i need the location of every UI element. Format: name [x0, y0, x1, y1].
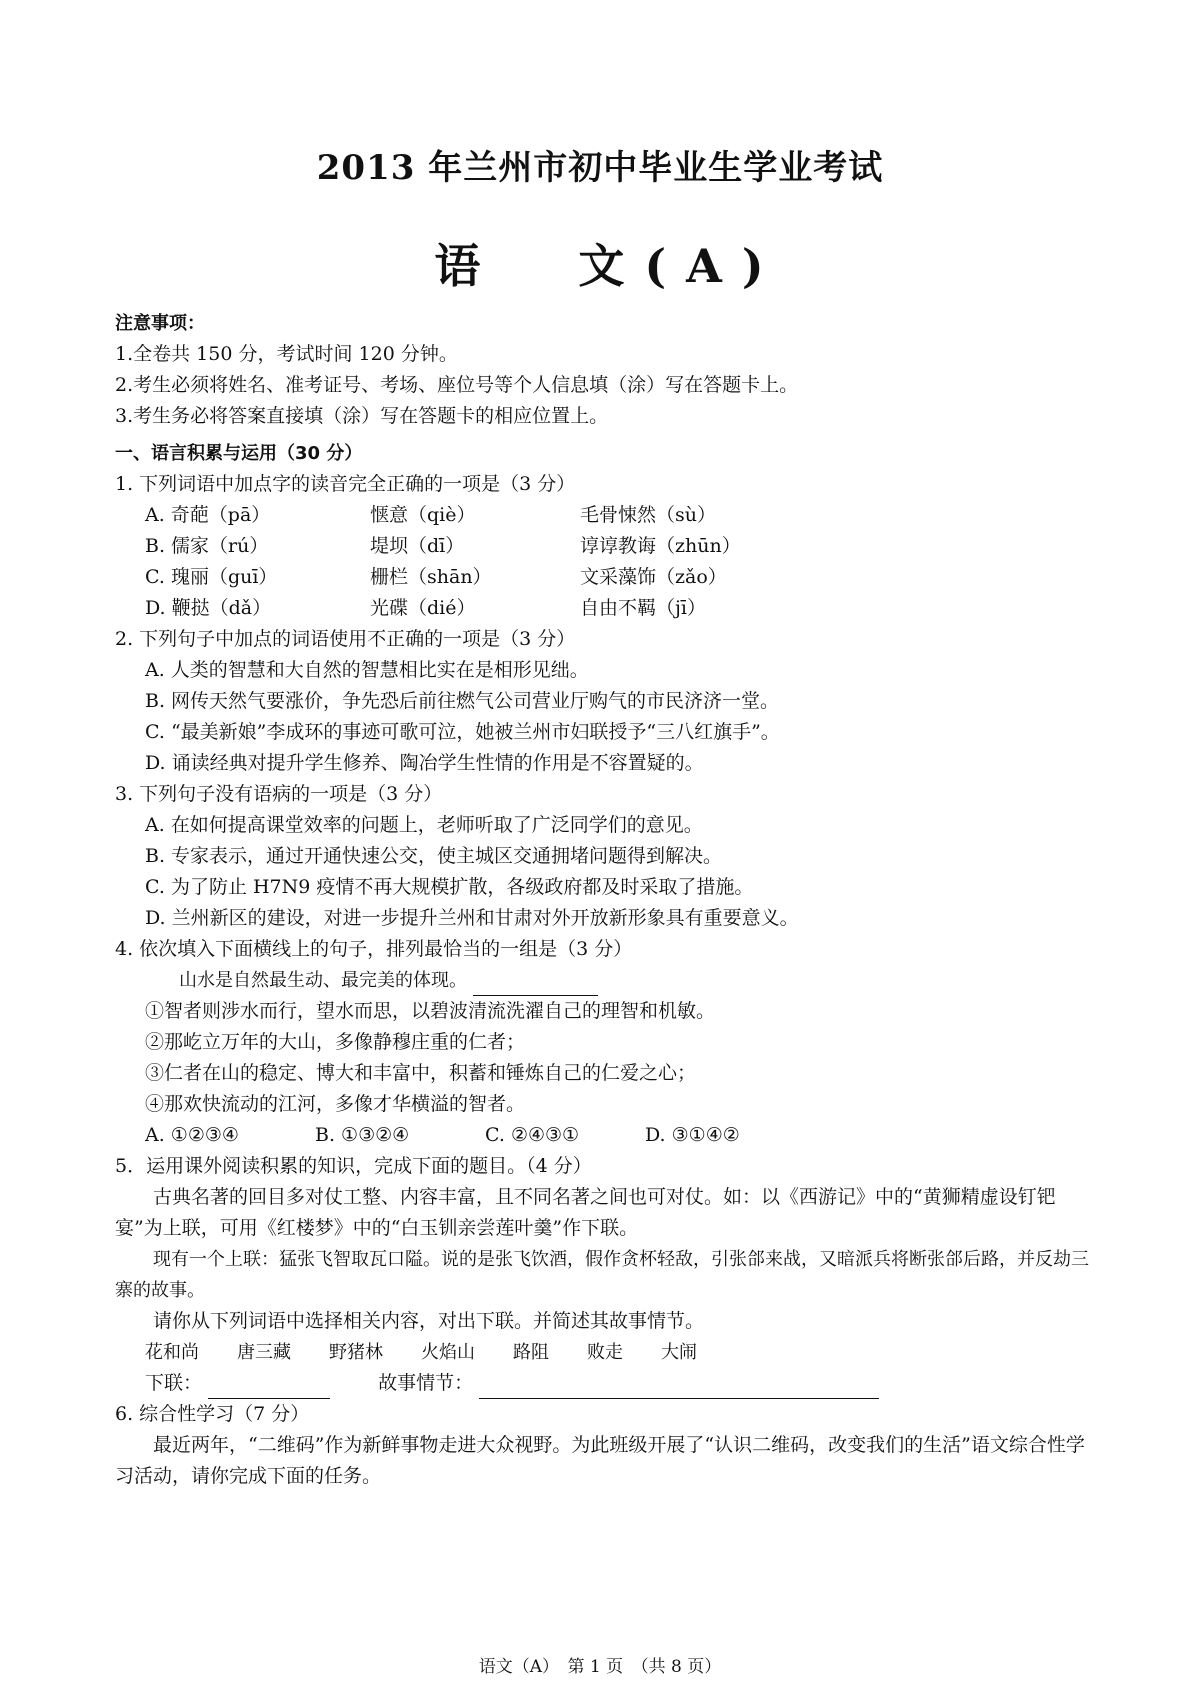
- q1-c-word-3: 文采藻饰（zǎo）: [580, 566, 727, 588]
- q1-option-a: [115, 500, 1095, 531]
- q1-d-word-3: 自由不羁（jī）: [580, 597, 706, 619]
- q1-d-word-2: 光碟（dié）: [370, 597, 476, 619]
- q1-c-word-1: C. 瑰丽（guī）: [145, 566, 278, 588]
- q3-option-d: D. 兰州新区的建设，对进一步提升兰州和甘肃对外开放新形象具有重要意义。: [145, 907, 799, 929]
- exam-body: [115, 308, 1095, 1492]
- q5-paragraph-2: 现有一个上联：猛张飞智取瓦口隘。说的是张飞饮酒，假作贪杯轻敌，引张郃来战，又暗派兵将断张郃后路，并反劫三寨的故事。: [115, 1249, 1089, 1301]
- q3-option-a: A. 在如何提高课堂效率的问题上，老师听取了广泛同学们的意见。: [145, 814, 703, 836]
- q1-a-word-3: 毛骨悚然（sù）: [580, 504, 716, 526]
- q5-story-blank[interactable]: [479, 1378, 879, 1399]
- q4-sentence-4: ④那欢快流动的江河，多像才华横溢的智者。: [145, 1093, 526, 1115]
- q2-option-a: A. 人类的智慧和大自然的智慧相比实在是相形见绌。: [145, 659, 589, 681]
- q5-stem: 5．运用课外阅读积累的知识，完成下面的题目。（4 分）: [115, 1155, 592, 1177]
- q5-word: 唐三藏: [237, 1342, 291, 1363]
- subject-title: 语 文 ( A ): [434, 239, 766, 293]
- q5-answer-line: [115, 1368, 1095, 1399]
- q1-stem: 1. 下列词语中加点字的读音完全正确的一项是（3 分）: [115, 473, 576, 495]
- q4-choice-c: C. ②④③①: [485, 1124, 580, 1146]
- page-footer: 语文（A） 第 1 页 （共 8 页）: [478, 1657, 722, 1677]
- q5-word: 大闹: [661, 1342, 697, 1363]
- notice-heading: 注意事项：: [115, 313, 205, 334]
- q5-lower-blank[interactable]: [208, 1378, 330, 1399]
- q4-sentence-2: ②那屹立万年的大山，多像静穆庄重的仁者；: [145, 1031, 526, 1053]
- q6-paragraph: 最近两年，“二维码”作为新鲜事物走进大众视野。为此班级开展了“认识二维码，改变我们的生活”语文综合性学习活动，请你完成下面的任务。: [115, 1434, 1085, 1487]
- q4-choices: [115, 1120, 1095, 1151]
- q5-lower-label: 下联：: [145, 1372, 203, 1394]
- q4-sentence-1: ①智者则涉水而行，望水而思，以碧波清流洗濯自己的理智和机敏。: [145, 1000, 716, 1022]
- exam-title: 2013 年兰州市初中毕业生学业考试: [316, 148, 884, 188]
- q2-option-c: C. “最美新娘”李成环的事迹可歌可泣，她被兰州市妇联授予“三八红旗手”。: [145, 721, 780, 743]
- q5-word: 败走: [587, 1342, 623, 1363]
- q5-paragraph-1: 古典名著的回目多对仗工整、内容丰富，且不同名著之间也可对仗。如：以《西游记》中的“黄狮精虚设钉钯宴”为上联，可用《红楼梦》中的“白玉钏亲尝莲叶羹”作下联。: [115, 1186, 1056, 1239]
- q1-b-word-1: B. 儒家（rú）: [145, 535, 269, 557]
- q4-answer-blank[interactable]: [473, 975, 598, 996]
- q1-c-word-2: 栅栏（shān）: [370, 566, 492, 588]
- q2-option-d: D. 诵读经典对提升学生修养、陶冶学生性情的作用是不容置疑的。: [145, 752, 704, 774]
- section-1-heading: 一、语言积累与运用（30 分）: [115, 443, 363, 464]
- q1-b-word-3: 谆谆教诲（zhūn）: [580, 535, 741, 557]
- q5-word: 花和尚: [145, 1342, 199, 1363]
- q4-lead-text: 山水是自然最生动、最完美的体现。: [179, 970, 467, 991]
- q4-sentence-3: ③仁者在山的稳定、博大和丰富中，积蓄和锤炼自己的仁爱之心；: [145, 1062, 697, 1084]
- q1-a-word-2: 惬意（qiè）: [370, 504, 476, 526]
- q5-word: 路阻: [513, 1342, 549, 1363]
- q1-d-word-1: D. 鞭挞（dǎ）: [145, 597, 272, 619]
- q4-choice-b: B. ①③②④: [315, 1124, 410, 1146]
- q2-option-b: B. 网传天然气要涨价，争先恐后前往燃气公司营业厅购气的市民济济一堂。: [145, 690, 780, 712]
- q5-word-list: [115, 1337, 1095, 1368]
- q4-choice-a: A. ①②③④: [145, 1124, 239, 1146]
- q3-option-b: B. 专家表示，通过开通快速公交，使主城区交通拥堵问题得到解决。: [145, 845, 723, 867]
- q5-story-label: 故事情节：: [378, 1372, 474, 1394]
- q1-b-word-2: 堤坝（dī）: [370, 535, 465, 557]
- q6-stem: 6. 综合性学习（7 分）: [115, 1403, 310, 1425]
- q3-option-c: C. 为了防止 H7N9 疫情不再大规模扩散，各级政府都及时采取了措施。: [145, 876, 754, 898]
- q1-option-c: [115, 562, 1095, 593]
- q4-stem: 4. 依次填入下面横线上的句子，排列最恰当的一组是（3 分）: [115, 938, 633, 960]
- q5-word: 火焰山: [421, 1342, 475, 1363]
- q1-option-d: [115, 593, 1095, 624]
- q1-option-b: [115, 531, 1095, 562]
- notice-item-3: 3.考生务必将答案直接填（涂）写在答题卡的相应位置上。: [115, 405, 609, 427]
- q4-lead: [115, 965, 1095, 996]
- notice-item-2: 2.考生必须将姓名、准考证号、考场、座位号等个人信息填（涂）写在答题卡上。: [115, 374, 799, 396]
- q3-stem: 3. 下列句子没有语病的一项是（3 分）: [115, 783, 443, 805]
- q5-word: 野猪林: [329, 1342, 383, 1363]
- q5-paragraph-3: 请你从下列词语中选择相关内容，对出下联。并简述其故事情节。: [153, 1310, 705, 1332]
- notice-item-1: 1.全卷共 150 分，考试时间 120 分钟。: [115, 343, 458, 365]
- q4-choice-d: D. ③①④②: [645, 1124, 740, 1146]
- q1-a-word-1: A. 奇葩（pā）: [145, 504, 271, 526]
- q2-stem: 2. 下列句子中加点的词语使用不正确的一项是（3 分）: [115, 628, 576, 650]
